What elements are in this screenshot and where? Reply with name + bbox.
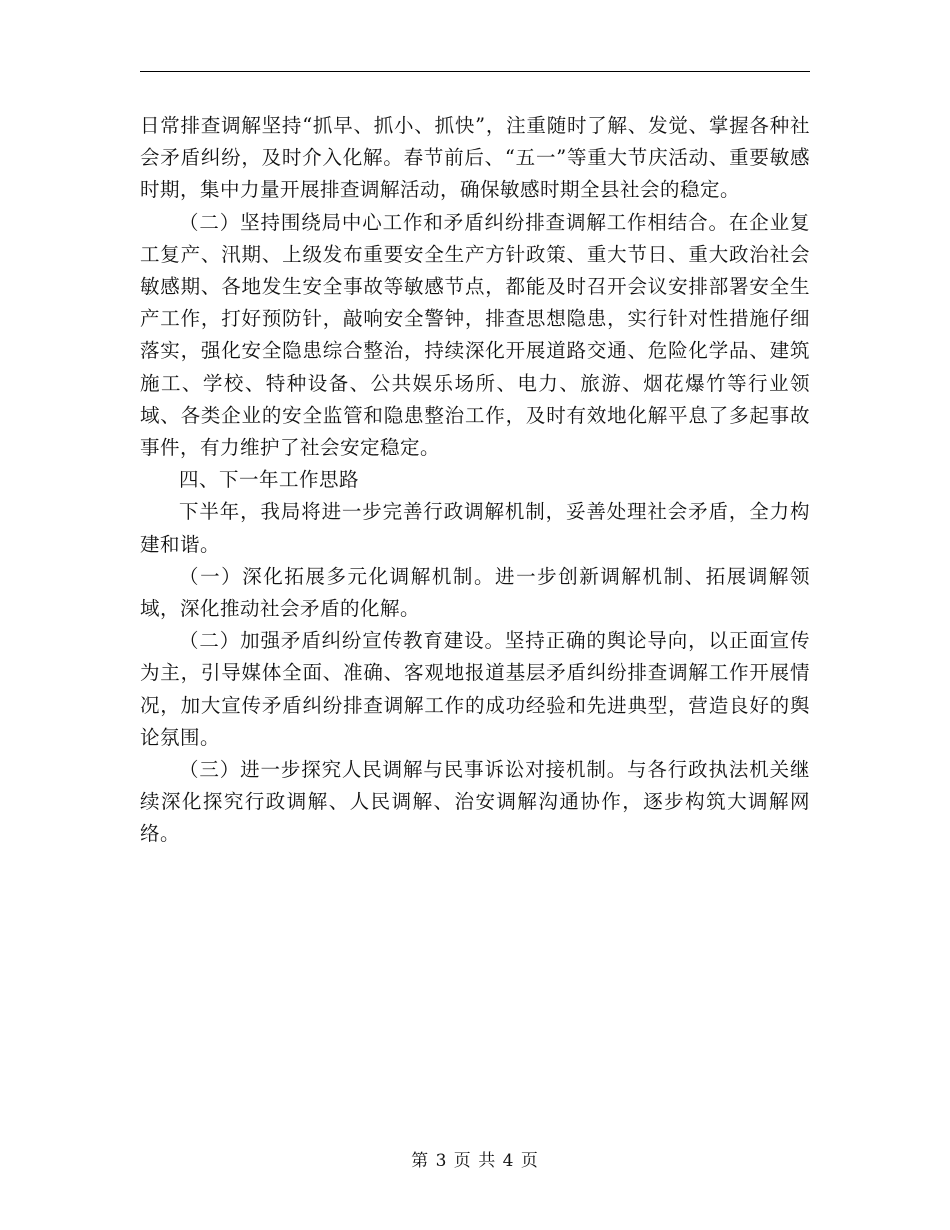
paragraph-item-2: （二）加强矛盾纠纷宣传教育建设。坚持正确的舆论导向，以正面宣传为主，引导媒体全面、准确、客观地报道基层矛盾纠纷排查调解工作开展情况，加大宣传矛盾纠纷排查调解工作的成功经验和先进典型，营造良好的舆论氛围。: [140, 629, 810, 749]
paragraph-section-2: （二）坚持围绕局中心工作和矛盾纠纷排查调解工作相结合。在企业复工复产、汛期、上级发布重要安全生产方针政策、重大节日、重大政治社会敏感期、各地发生安全事故等敏感节点，都能及时召开会议安排部署安全生产工作，打好预防针，敲响安全警钟，排查思想隐患，实行针对性措施仔细落实，强化安全隐患综合整治，持续深化开展道路交通、危险化学品、建筑施工、学校、特种设备、公共娱乐场所、电力、旅游、烟花爆竹等行业领域、各类企业的安全监管和隐患整治工作，及时有效地化解平息了多起事故事件，有力维护了社会安定稳定。: [140, 210, 810, 460]
header-rule: [140, 71, 810, 72]
paragraph-continuation: 日常排查调解坚持“抓早、抓小、抓快”，注重随时了解、发觉、掌握各种社会矛盾纠纷，及时介入化解。春节前后、“五一”等重大节庆活动、重要敏感时期，集中力量开展排查调解活动，确保敏感时期全县社会的稳定。: [140, 114, 810, 202]
paragraph-intro: 下半年，我局将进一步完善行政调解机制，妥善处理社会矛盾，全力构建和谐。: [140, 500, 810, 556]
page-number-footer: 第 3 页 共 4 页: [411, 1151, 539, 1171]
paragraph-item-3: （三）进一步探究人民调解与民事诉讼对接机制。与各行政执法机关继续深化探究行政调解、人民调解、治安调解沟通协作，逐步构筑大调解网络。: [140, 758, 810, 846]
paragraph-item-1: （一）深化拓展多元化调解机制。进一步创新调解机制、拓展调解领域，深化推动社会矛盾的化解。: [140, 564, 810, 621]
document-body: [140, 110, 810, 851]
section-heading-next-year: 四、下一年工作思路: [179, 468, 360, 492]
